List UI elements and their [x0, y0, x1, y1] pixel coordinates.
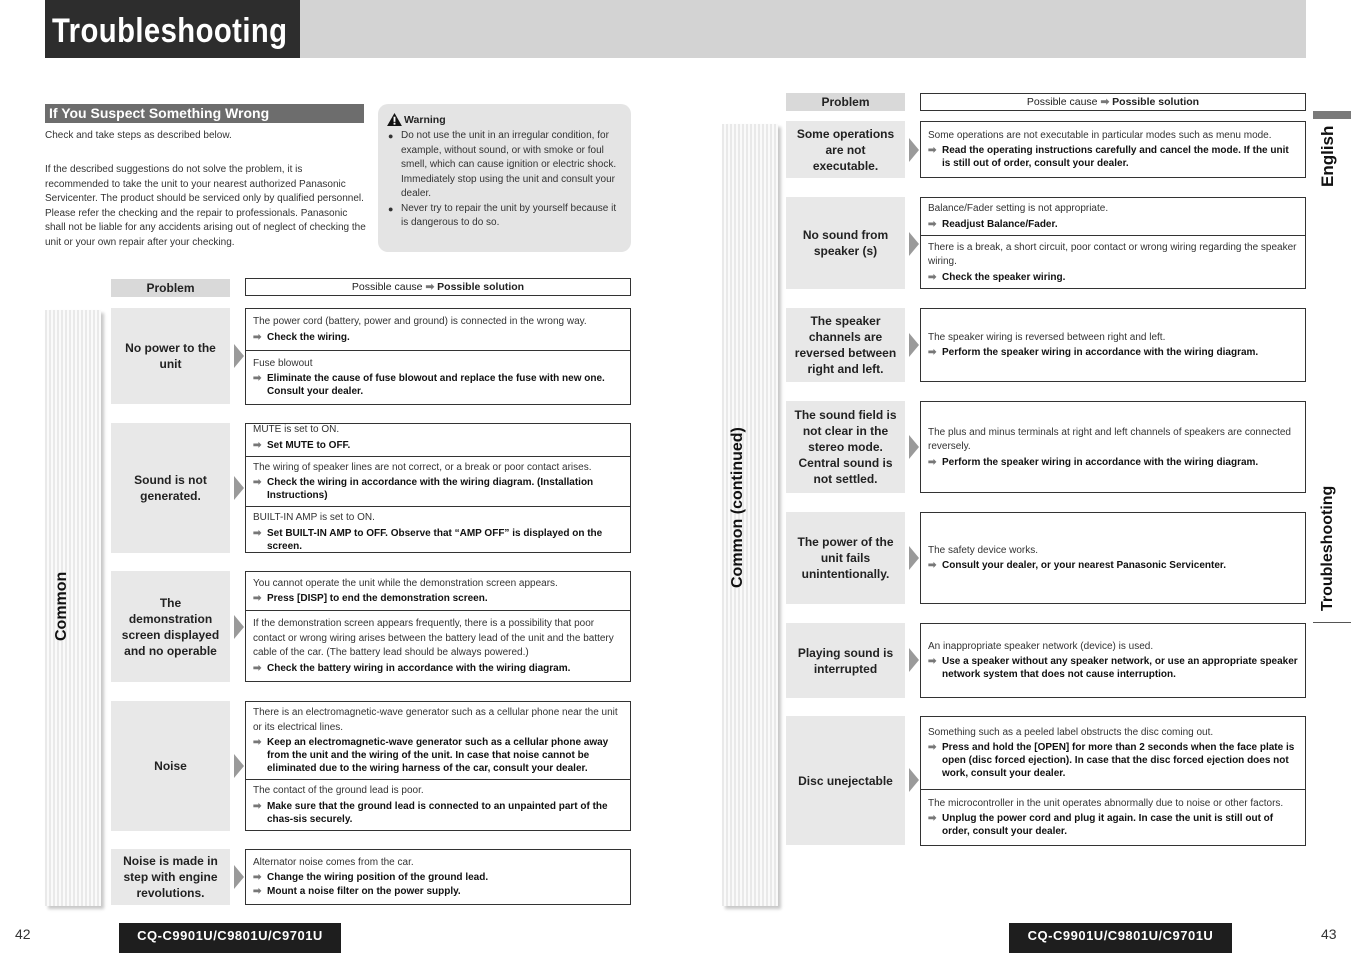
cause-text: BUILT-IN AMP is set to ON. — [253, 512, 375, 524]
solution-text: ➡ Check the wiring in accordance with the wiring diagram. (Installation Instructions) — [253, 476, 624, 502]
side-divider — [1313, 622, 1351, 623]
cause-entry — [246, 456, 630, 507]
cause-entry — [921, 624, 1305, 697]
solution-box — [920, 197, 1306, 289]
solution-text: ➡ Check the wiring. — [253, 331, 624, 344]
cause-entry — [246, 419, 630, 456]
cause-text: The microcontroller in the unit operates abnormally due to noise or other factors. — [928, 797, 1284, 809]
arrow-right-icon: ➡ — [425, 281, 435, 293]
page-title: Troubleshooting — [52, 12, 288, 50]
solution-box — [920, 121, 1306, 178]
cause-text: Fuse blowout — [253, 357, 313, 369]
problem-cell: Sound is not generated. — [111, 423, 230, 553]
cause-entry — [246, 572, 630, 610]
cause-solution-header — [920, 93, 1306, 111]
cause-text: Balance/Fader setting is not appropriate. — [928, 203, 1109, 215]
solution-box — [245, 571, 631, 682]
cause-entry — [246, 850, 630, 904]
cause-text: An inappropriate speaker network (device) is used. — [928, 640, 1154, 652]
cause-entry — [246, 779, 630, 830]
cause-entry — [921, 789, 1305, 845]
problem-cell: Noise — [111, 701, 230, 831]
warning-heading — [387, 113, 623, 126]
warning-item: ● Never try to repair the unit by yourself because it is dangerous to do so. — [387, 202, 623, 231]
solution-box — [920, 308, 1306, 382]
cause-entry — [921, 309, 1305, 381]
section-title: If You Suspect Something Wrong — [45, 104, 364, 123]
problem-header: Problem — [111, 279, 230, 297]
solution-header: Possible solution — [437, 281, 525, 293]
pointer-icon — [909, 546, 919, 570]
solution-box — [245, 849, 631, 905]
solution-text: ➡ Make sure that the ground lead is connected to an unpainted part of the chas-sis securely. — [253, 800, 624, 826]
solution-text: ➡ Perform the speaker wiring in accordance with the wiring diagram. — [928, 456, 1299, 469]
arrow-right-icon: ➡ — [1100, 96, 1110, 108]
page-number-left: 42 — [15, 926, 31, 942]
solution-text: ➡ Eliminate the cause of fuse blowout and replace the fuse with new one. Consult your dealer. — [253, 372, 624, 398]
solution-box — [920, 623, 1306, 698]
intro-text-2: If the described suggestions do not solve the problem, it is recommended to take the unit to your nearest authorized Panasonic Servicenter. The product should be serviced only by qualified personnel. Please refer the checking and the repair to professionals. Panasonic shall not be liable for any accidents arising out of neglect of checking the unit or your own repair after your checking. — [45, 164, 366, 248]
cause-entry — [921, 198, 1305, 235]
problem-cell: The speaker channels are reversed between right and left. — [786, 308, 905, 382]
solution-text: ➡ Set MUTE to OFF. — [253, 439, 624, 452]
pointer-icon — [909, 138, 919, 162]
category-label: Common — [53, 571, 70, 641]
problem-cell: No power to the unit — [111, 308, 230, 404]
solution-text: ➡ Readjust Balance/Fader. — [928, 218, 1299, 231]
warning-title: Warning — [404, 113, 446, 126]
cause-header: Possible cause — [1026, 96, 1098, 108]
warning-box — [378, 104, 631, 252]
solution-text: ➡ Perform the speaker wiring in accordance with the wiring diagram. — [928, 346, 1299, 359]
cause-entry — [246, 702, 630, 779]
solution-text: ➡ Unplug the power cord and plug it again. In case the unit is still out of order, consult your dealer. — [928, 812, 1299, 838]
pointer-icon — [234, 615, 244, 639]
cause-entry — [246, 350, 630, 405]
solution-box — [920, 512, 1306, 604]
cause-text: MUTE is set to ON. — [253, 424, 340, 436]
solution-text: ➡ Check the battery wiring in accordance with the wiring diagram. — [253, 662, 624, 675]
model-number-right: CQ-C9901U/C9801U/C9701U — [1009, 923, 1232, 953]
solution-text: ➡ Press and hold the [OPEN] for more than 2 seconds when the face plate is open (disc forced ejection). In case that the disc forced ejection does not work, consult your dealer. — [928, 741, 1299, 780]
warning-item: ● Do not use the unit in an irregular condition, for example, without sound, or with smoke or foul smell, which can cause ignition or electric shock. Immediately stop using the unit and consult your dealer. — [387, 129, 623, 202]
intro-text-1: Check and take steps as described below. — [45, 130, 232, 141]
warning-icon — [387, 113, 402, 126]
cause-entry — [246, 309, 630, 350]
pointer-icon — [909, 435, 919, 459]
cause-solution-header — [245, 278, 631, 296]
cause-text: The power cord (battery, power and ground) is connected in the wrong way. — [253, 316, 587, 327]
cause-text: Some operations are not executable in particular modes such as menu mode. — [928, 129, 1272, 141]
solution-box — [920, 401, 1306, 493]
pointer-icon — [909, 768, 919, 792]
solution-text: ➡ Consult your dealer, or your nearest Panasonic Servicenter. — [928, 559, 1299, 572]
pointer-icon — [234, 754, 244, 778]
solution-text: ➡ Use a speaker without any speaker network, or use an appropriate speaker network system that does not cause interruption. — [928, 655, 1299, 681]
cause-entry — [921, 235, 1305, 288]
cause-text: You cannot operate the unit while the demonstration screen appears. — [253, 577, 558, 589]
cause-text: The speaker wiring is reversed between right and left. — [928, 331, 1166, 343]
solution-text: ➡ Check the speaker wiring. — [928, 271, 1299, 284]
header-bar — [300, 0, 1306, 58]
solution-text: ➡ Set BUILT-IN AMP to OFF. Observe that “AMP OFF” is displayed on the screen. — [253, 527, 624, 553]
cause-text: There is a break, a short circuit, poor contact or wrong wiring regarding the speaker wiring. — [928, 241, 1297, 268]
page-number-right: 43 — [1321, 926, 1337, 942]
category-label: Common (continued) — [729, 427, 746, 588]
model-number-left: CQ-C9901U/C9801U/C9701U — [119, 923, 341, 953]
solution-box — [245, 701, 631, 831]
cause-entry — [921, 717, 1305, 789]
pointer-icon — [234, 865, 244, 889]
solution-box — [245, 308, 631, 405]
solution-header: Possible solution — [1112, 96, 1200, 108]
cause-text: The safety device works. — [928, 544, 1039, 556]
solution-text: ➡ Press [DISP] to end the demonstration screen. — [253, 592, 624, 605]
solution-text: ➡ Keep an electromagnetic-wave generator such as a cellular phone away from the unit and the wiring of the unit. In case that noise cannot be eliminated due to the wiring harness of the car, consult your dealer. — [253, 736, 624, 775]
pointer-icon — [909, 333, 919, 357]
pointer-icon — [909, 648, 919, 672]
solution-text: ➡ Mount a noise filter on the power supply. — [253, 885, 624, 898]
cause-entry — [921, 122, 1305, 177]
problem-cell: Playing sound is interrupted — [786, 623, 905, 698]
cause-header: Possible cause — [351, 281, 423, 293]
cause-entry — [921, 513, 1305, 603]
side-section-label: Troubleshooting — [1319, 485, 1336, 611]
problem-cell: The sound field is not clear in the stereo mode. Central sound is not settled. — [786, 401, 905, 493]
problem-cell: Disc unejectable — [786, 716, 905, 845]
side-tab-marker — [1313, 111, 1351, 119]
cause-text: Alternator noise comes from the car. — [253, 856, 414, 868]
cause-text: Something such as a peeled label obstructs the disc coming out. — [928, 726, 1214, 738]
cause-text: The wiring of speaker lines are not correct, or a break or poor contact arises. — [253, 461, 592, 473]
cause-text: The contact of the ground lead is poor. — [253, 785, 424, 797]
solution-box — [920, 716, 1306, 846]
problem-cell: Noise is made in step with engine revolutions. — [111, 849, 230, 905]
pointer-icon — [909, 232, 919, 256]
cause-text: If the demonstration screen appears frequently, there is a possibility that poor contact or wrong wiring arises between the battery lead of the unit and the battery cable of the car. (The battery lead should be always powered.) — [253, 618, 614, 659]
solution-box — [245, 423, 631, 553]
problem-cell: Some operations are not executable. — [786, 121, 905, 178]
problem-cell: The demonstration screen displayed and no operable — [111, 571, 230, 682]
problem-cell: No sound from speaker (s) — [786, 197, 905, 289]
cause-entry — [921, 402, 1305, 492]
solution-text: ➡ Change the wiring position of the ground lead. — [253, 871, 624, 884]
solution-text: ➡ Read the operating instructions carefully and cancel the mode. If the unit is still out of order, consult your dealer. — [928, 144, 1299, 170]
cause-entry — [246, 610, 630, 681]
problem-header: Problem — [786, 93, 905, 111]
pointer-icon — [234, 344, 244, 368]
problem-cell: The power of the unit fails unintentionally. — [786, 512, 905, 604]
cause-text: There is an electromagnetic-wave generator such as a cellular phone near the unit or its electrical lines. — [253, 707, 618, 733]
cause-text: The plus and minus terminals at right and left channels of speakers are connected reversely. — [928, 426, 1291, 452]
side-language-label: English — [1318, 125, 1337, 187]
pointer-icon — [234, 476, 244, 500]
cause-entry — [246, 506, 630, 557]
